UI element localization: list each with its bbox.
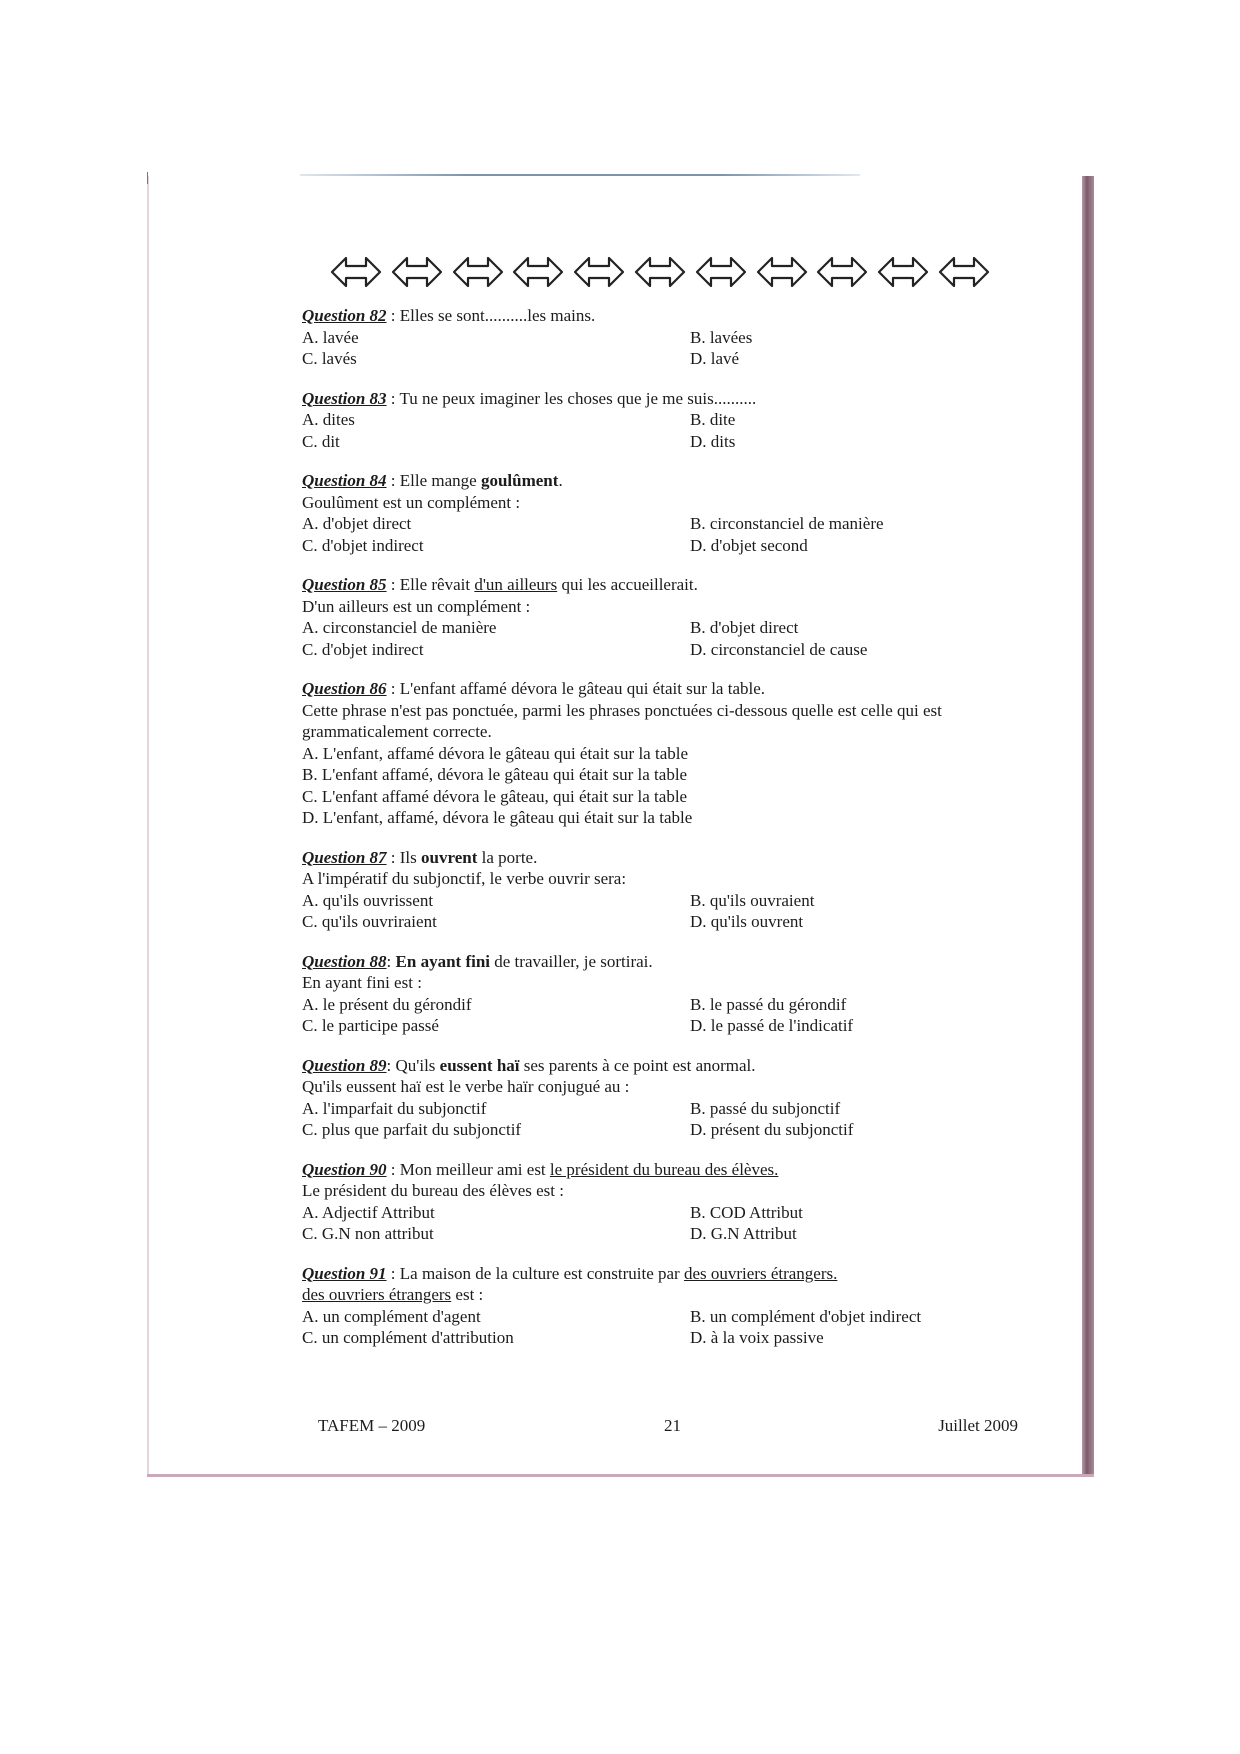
option-c: C. plus que parfait du subjonctif [302, 1120, 522, 1139]
double-arrow-icon [695, 254, 747, 290]
question-stem [302, 1263, 1042, 1285]
option-b: B. qu'ils ouvraient [690, 890, 815, 910]
option-b: B. le passé du gérondif [690, 994, 847, 1014]
options-row [302, 639, 1042, 661]
stem-text: : Elle mange [386, 471, 481, 490]
double-arrow-icon [634, 254, 686, 290]
question-stem [302, 470, 1042, 492]
double-arrow-icon [938, 254, 990, 290]
option-d: D. lavé [690, 349, 740, 368]
option-d: D. G.N Attribut [690, 1224, 797, 1243]
option-b: B. passé du subjonctif [690, 1098, 841, 1118]
stem-text: : Mon meilleur ami est [386, 1159, 550, 1179]
option-b: B. COD Attribut [690, 1202, 803, 1222]
stem-text: qui les accueillerait. [557, 575, 698, 594]
question-83 [302, 388, 1042, 453]
stem-text: : [386, 951, 396, 971]
options-row [302, 1098, 1042, 1120]
question-stem [302, 951, 1042, 973]
question-85 [302, 574, 1042, 660]
page-footer [318, 1416, 1018, 1440]
question-89 [302, 1055, 1042, 1141]
options-row [302, 1306, 1042, 1328]
option-d: D. dits [690, 431, 736, 451]
question-subtext: D'un ailleurs est un complément : [302, 596, 531, 616]
options-row [302, 431, 1042, 453]
stem-underlined: d'un ailleurs [474, 575, 558, 594]
question-stem [302, 305, 1042, 327]
stem-bold: eussent haï [439, 1055, 520, 1075]
option-d: D. à la voix passive [690, 1328, 824, 1347]
question-84 [302, 470, 1042, 556]
question-label: Question 82 [302, 306, 387, 325]
question-subtext: Qu'ils eussent haï est le verbe haïr conjugué au : [302, 1077, 630, 1096]
stem-text: : La maison de la culture est construite par [386, 1263, 684, 1283]
subtext-underlined: des ouvriers étrangers [302, 1285, 452, 1304]
option-b: B. dite [690, 410, 736, 429]
stem-text: . [558, 471, 563, 490]
question-label: Question 90 [302, 1159, 387, 1179]
option-a: A. lavée [302, 327, 359, 347]
option-c: C. d'objet indirect [302, 535, 424, 555]
arrow-divider [330, 252, 990, 292]
top-rule [300, 174, 860, 176]
option-b: B. d'objet direct [690, 618, 799, 637]
option-c: C. un complément d'attribution [302, 1328, 514, 1347]
double-arrow-icon [330, 254, 382, 290]
question-87 [302, 847, 1042, 933]
question-subtext: Cette phrase n'est pas ponctuée, parmi les phrases ponctuées ci-dessous quelle est celle qui est grammaticalement correcte. [302, 700, 942, 741]
page-number: 21 [664, 1416, 681, 1435]
stem-text: de travailler, je sortirai. [490, 951, 653, 971]
stem-text: ses parents à ce point est anormal. [519, 1055, 756, 1075]
option-d: D. circonstanciel de cause [690, 639, 868, 659]
question-88 [302, 951, 1042, 1037]
option-c: C. d'objet indirect [302, 639, 424, 659]
option-a: A. qu'ils ouvrissent [302, 890, 434, 910]
option-a: A. L'enfant, affamé dévora le gâteau qui était sur la table [302, 743, 689, 763]
footer-date: Juillet 2009 [938, 1416, 1018, 1435]
double-arrow-icon [452, 254, 504, 290]
question-90 [302, 1159, 1042, 1245]
question-86 [302, 678, 1042, 829]
options-row [302, 890, 1042, 912]
stem-underlined: des ouvriers étrangers. [683, 1263, 838, 1283]
question-label: Question 84 [302, 471, 387, 490]
question-91 [302, 1263, 1042, 1349]
question-stem [302, 678, 1042, 700]
option-a: A. l'imparfait du subjonctif [302, 1098, 487, 1118]
option-d: D. qu'ils ouvrent [690, 912, 804, 931]
scan-edge-right [1082, 176, 1094, 1476]
question-stem [302, 1159, 1042, 1181]
scan-edge-bottom [147, 1474, 1094, 1477]
scan-edge-left [147, 176, 149, 1476]
question-label: Question 87 [302, 847, 387, 867]
options-row [302, 1202, 1042, 1224]
stem-text: : Tu ne peux imaginer les choses que je me suis.......... [386, 388, 757, 408]
options-row [302, 911, 1042, 933]
scan-mark [147, 172, 148, 184]
option-d: D. présent du subjonctif [690, 1120, 854, 1139]
double-arrow-icon [391, 254, 443, 290]
option-b: B. lavées [690, 327, 753, 347]
subtext-text: est : [451, 1285, 484, 1304]
options-row [302, 617, 1042, 639]
option-c: C. L'enfant affamé dévora le gâteau, qui était sur la table [302, 786, 688, 806]
question-label: Question 91 [302, 1263, 387, 1283]
option-c: C. qu'ils ouvriraient [302, 912, 437, 931]
options-row [302, 327, 1042, 349]
stem-bold: ouvrent [421, 847, 478, 867]
question-list [302, 305, 1042, 1367]
double-arrow-icon [512, 254, 564, 290]
question-label: Question 89 [302, 1055, 387, 1075]
question-subtext: Goulûment est un complément : [302, 492, 521, 512]
option-c: C. lavés [302, 349, 357, 368]
question-label: Question 86 [302, 679, 387, 698]
options-row [302, 1223, 1042, 1245]
options-row [302, 513, 1042, 535]
stem-bold: goulûment [480, 471, 559, 490]
options-row [302, 348, 1042, 370]
footer-exam-name: TAFEM – 2009 [318, 1416, 426, 1435]
question-subtext: A l'impératif du subjonctif, le verbe ouvrir sera: [302, 869, 627, 888]
question-subtext: Le président du bureau des élèves est : [302, 1181, 564, 1200]
options-row [302, 1119, 1042, 1141]
double-arrow-icon [877, 254, 929, 290]
option-d: D. L'enfant, affamé, dévora le gâteau qui était sur la table [302, 808, 693, 827]
stem-text: : L'enfant affamé dévora le gâteau qui était sur la table. [386, 679, 766, 698]
stem-text: : Qu'ils [386, 1055, 440, 1075]
stem-text: : Elle rêvait [386, 575, 475, 594]
stem-bold: En ayant fini [395, 951, 491, 971]
question-label: Question 88 [302, 951, 387, 971]
question-stem [302, 1055, 1042, 1077]
question-label: Question 85 [302, 575, 387, 594]
options-row [302, 535, 1042, 557]
double-arrow-icon [816, 254, 868, 290]
option-d: D. d'objet second [690, 535, 808, 555]
option-a: A. d'objet direct [302, 514, 412, 533]
option-c: C. G.N non attribut [302, 1224, 434, 1243]
option-a: A. le présent du gérondif [302, 994, 472, 1014]
options-row [302, 1015, 1042, 1037]
question-stem [302, 574, 1042, 596]
option-b: B. circonstanciel de manière [690, 514, 884, 533]
options-row [302, 1327, 1042, 1349]
question-subtext: En ayant fini est : [302, 973, 422, 992]
option-b: B. un complément d'objet indirect [690, 1306, 922, 1326]
question-82 [302, 305, 1042, 370]
option-b: B. L'enfant affamé, dévora le gâteau qui était sur la table [302, 765, 688, 784]
question-label: Question 83 [302, 388, 387, 408]
question-stem [302, 847, 1042, 869]
stem-text: : Elles se sont..........les mains. [386, 306, 596, 325]
option-c: C. dit [302, 431, 340, 451]
option-a: A. Adjectif Attribut [302, 1202, 435, 1222]
option-a: A. un complément d'agent [302, 1306, 481, 1326]
stem-text: la porte. [477, 847, 538, 867]
question-stem [302, 388, 1042, 410]
option-a: A. dites [302, 410, 355, 429]
options-row [302, 409, 1042, 431]
question-subtext [302, 1284, 1042, 1306]
option-c: C. le participe passé [302, 1016, 439, 1035]
double-arrow-icon [756, 254, 808, 290]
option-a: A. circonstanciel de manière [302, 618, 497, 637]
stem-text: : Ils [386, 847, 422, 867]
double-arrow-icon [573, 254, 625, 290]
options-row [302, 994, 1042, 1016]
stem-underlined: le président du bureau des élèves. [549, 1159, 779, 1179]
option-d: D. le passé de l'indicatif [690, 1016, 854, 1035]
